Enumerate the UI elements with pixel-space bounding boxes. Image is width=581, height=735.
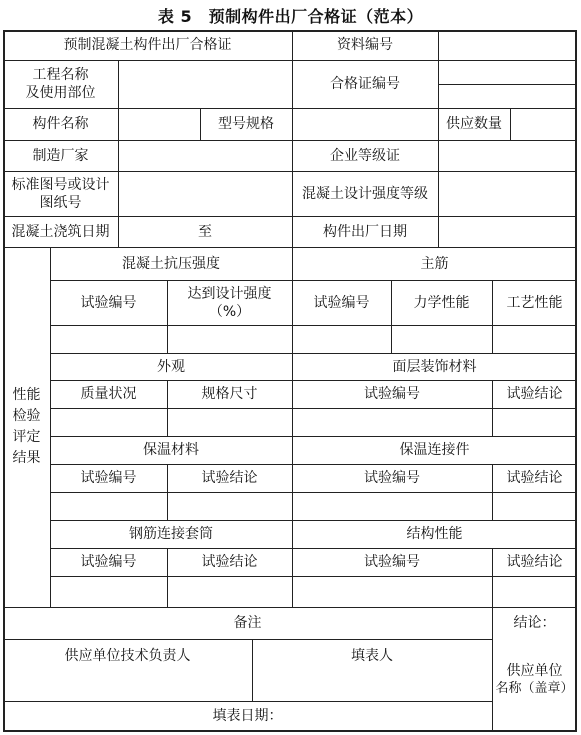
reach-design-line1: 达到设计强度 <box>187 285 272 302</box>
facing-test-result: 试验结论 <box>506 386 563 402</box>
mechanical-label: 力学性能 <box>413 294 470 311</box>
component-name-label: 构件名称 <box>32 116 89 132</box>
eval-side-line1: 性能 <box>12 387 41 403</box>
filler-label: 填表人 <box>351 648 393 664</box>
compressive-strength-header: 混凝土抗压强度 <box>122 255 220 272</box>
pour-date-label: 混凝土浇筑日期 <box>11 223 110 240</box>
page-title: 表 5 预制构件出厂合格证（范本） <box>157 7 424 26</box>
compressive-test-no: 试验编号 <box>80 294 137 311</box>
pour-date-to: 至 <box>198 223 212 240</box>
tech-lead-label: 供应单位技术负责人 <box>64 648 191 664</box>
process-label: 工艺性能 <box>506 294 563 311</box>
cert-name-label: 预制混凝土构件出厂合格证 <box>63 37 232 53</box>
model-spec-label: 型号规格 <box>218 116 274 132</box>
eval-side-line3: 评定 <box>12 429 41 445</box>
insulation-conn-header: 保温连接件 <box>399 442 470 458</box>
quality-label: 质量状况 <box>80 386 137 402</box>
reach-design-label <box>167 280 292 325</box>
project-label-line1: 工程名称 <box>32 67 89 83</box>
reach-design-line2: （%） <box>208 303 251 320</box>
eval-side-label <box>3 247 50 607</box>
spec-size-label: 规格尺寸 <box>201 386 258 402</box>
sleeve-header: 钢筋连接套筒 <box>129 526 213 542</box>
grade-cert-label: 企业等级证 <box>330 147 400 164</box>
structure-header: 结构性能 <box>406 526 463 542</box>
cert-no-label: 合格证编号 <box>330 76 400 92</box>
structure-test-no: 试验编号 <box>364 554 420 570</box>
drawing-no-line1: 标准图号或设计 <box>11 176 110 193</box>
supplier-label <box>492 650 577 710</box>
drawing-no-line2: 图纸号 <box>39 194 82 211</box>
fill-date-label: 填表日期： <box>212 707 283 724</box>
project-label-line2: 及使用部位 <box>25 85 96 101</box>
doc-no-label: 资料编号 <box>337 37 393 53</box>
appearance-header: 外观 <box>157 358 185 375</box>
eval-side-line2: 检验 <box>12 408 41 424</box>
project-label <box>3 60 118 108</box>
facing-header: 面层装饰材料 <box>392 358 477 375</box>
main-bar-header: 主筋 <box>420 255 449 272</box>
strength-grade-label: 混凝土设计强度等级 <box>302 185 428 202</box>
drawing-no-label <box>3 171 118 216</box>
insulation-header: 保温材料 <box>143 442 199 458</box>
supplier-line1: 供应单位 <box>506 663 563 679</box>
remarks-label: 备注 <box>233 615 262 631</box>
sleeve-test-result: 试验结论 <box>201 554 258 570</box>
facing-test-no: 试验编号 <box>364 386 420 402</box>
sleeve-test-no: 试验编号 <box>80 554 137 570</box>
leave-date-label: 构件出厂日期 <box>323 223 407 240</box>
insulation-conn-test-no: 试验编号 <box>364 470 420 486</box>
insulation-test-no: 试验编号 <box>80 470 137 486</box>
structure-test-result: 试验结论 <box>506 554 563 570</box>
supply-qty-label: 供应数量 <box>446 116 502 132</box>
manufacturer-label: 制造厂家 <box>32 147 89 164</box>
main-bar-test-no: 试验编号 <box>313 294 370 311</box>
eval-side-line4: 结果 <box>12 450 41 466</box>
insulation-test-result: 试验结论 <box>201 470 258 486</box>
supplier-line2: 名称（盖章） <box>495 681 574 696</box>
insulation-conn-test-result: 试验结论 <box>506 470 563 486</box>
conclusion-label: 结论： <box>513 615 556 631</box>
